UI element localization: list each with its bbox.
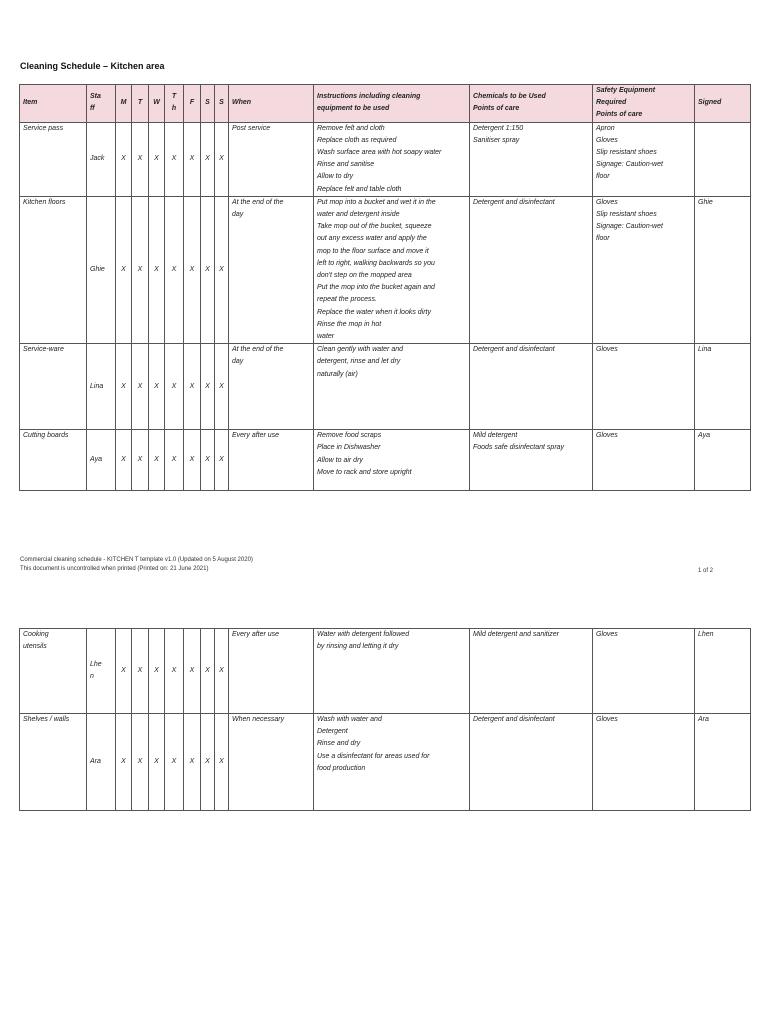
- cell-chemicals: Mild detergent and sanitizer: [470, 629, 593, 714]
- cell-signed: Lina: [695, 344, 751, 430]
- cell-signed: [695, 122, 751, 196]
- cleaning-schedule-table: [19, 84, 751, 491]
- cell-when: When necessary: [229, 714, 314, 811]
- cell-item: Service pass: [20, 122, 87, 196]
- header-wednesday: W: [149, 85, 165, 123]
- cell-item: Cutting boards: [20, 430, 87, 491]
- cell-chemicals: Detergent and disinfectant: [470, 714, 593, 811]
- cell-day-monday: X: [116, 430, 132, 491]
- cell-instructions: Remove food scraps Place in Dishwasher Allow to air dry Move to rack and store upright: [314, 430, 470, 491]
- header-staff: Sta ff: [87, 85, 116, 123]
- cell-staff: Jack: [87, 122, 116, 196]
- header-thursday: T h: [165, 85, 184, 123]
- cell-item: Cooking utensils: [20, 629, 87, 714]
- table-header-row: [20, 85, 751, 123]
- cell-day-friday: X: [184, 629, 201, 714]
- cell-day-monday: X: [116, 629, 132, 714]
- cell-when: At the end of the day: [229, 344, 314, 430]
- header-tuesday: T: [132, 85, 149, 123]
- cell-day-friday: X: [184, 714, 201, 811]
- cell-day-thursday: X: [165, 430, 184, 491]
- cell-day-saturday: X: [201, 196, 215, 343]
- cell-instructions: Water with detergent followed by rinsing and letting it dry: [314, 629, 470, 714]
- cell-day-sunday: X: [215, 344, 229, 430]
- cell-day-tuesday: X: [132, 629, 149, 714]
- header-chemicals: Chemicals to be Used Points of care: [470, 85, 593, 123]
- cell-day-sunday: X: [215, 629, 229, 714]
- cell-when: Every after use: [229, 629, 314, 714]
- cell-chemicals: Detergent and disinfectant: [470, 196, 593, 343]
- cell-instructions: Clean gently with water and detergent, rinse and let dry naturally (air): [314, 344, 470, 430]
- cell-day-monday: X: [116, 714, 132, 811]
- cell-day-saturday: X: [201, 122, 215, 196]
- cell-day-tuesday: X: [132, 344, 149, 430]
- cell-day-tuesday: X: [132, 714, 149, 811]
- header-safety: Safety Equipment Required Points of care: [593, 85, 695, 123]
- cell-day-tuesday: X: [132, 430, 149, 491]
- cell-day-sunday: X: [215, 196, 229, 343]
- cell-day-friday: X: [184, 430, 201, 491]
- footer-uncontrolled-note: This document is uncontrolled when printed (Printed on: 21 June 2021): [20, 566, 209, 572]
- cell-when: Every after use: [229, 430, 314, 491]
- cell-item: Shelves / walls: [20, 714, 87, 811]
- cell-chemicals: Detergent 1:150 Sanitiser spray: [470, 122, 593, 196]
- cell-day-monday: X: [116, 122, 132, 196]
- table-row: [20, 430, 751, 491]
- table-row: [20, 629, 751, 714]
- cell-signed: Ghie: [695, 196, 751, 343]
- header-sunday: S: [215, 85, 229, 123]
- cell-day-monday: X: [116, 196, 132, 343]
- cell-safety: Gloves: [593, 714, 695, 811]
- cleaning-schedule-table-continued: [19, 628, 751, 811]
- cell-safety: Apron Gloves Slip resistant shoes Signage: Caution-wet floor: [593, 122, 695, 196]
- table-row: [20, 196, 751, 343]
- cell-safety: Gloves: [593, 344, 695, 430]
- cell-day-tuesday: X: [132, 196, 149, 343]
- header-instructions: Instructions including cleaning equipment to be used: [314, 85, 470, 123]
- cell-staff: Lina: [87, 344, 116, 430]
- cell-day-thursday: X: [165, 714, 184, 811]
- cell-day-wednesday: X: [149, 196, 165, 343]
- cell-when: Post service: [229, 122, 314, 196]
- page-number: 1 of 2: [697, 568, 713, 574]
- cell-safety: Gloves: [593, 430, 695, 491]
- header-saturday: S: [201, 85, 215, 123]
- cell-day-friday: X: [184, 344, 201, 430]
- table-row: [20, 122, 751, 196]
- footer-template-info: Commercial cleaning schedule - KITCHEN T template v1.0 (Updated on 5 August 2020): [20, 557, 253, 563]
- header-friday: F: [184, 85, 201, 123]
- cell-day-sunday: X: [215, 430, 229, 491]
- cell-day-saturday: X: [201, 629, 215, 714]
- cell-day-tuesday: X: [132, 122, 149, 196]
- cell-signed: Ara: [695, 714, 751, 811]
- cell-day-wednesday: X: [149, 344, 165, 430]
- cell-day-wednesday: X: [149, 430, 165, 491]
- table-row: [20, 344, 751, 430]
- cell-staff: Ara: [87, 714, 116, 811]
- cell-safety: Gloves: [593, 629, 695, 714]
- cell-day-wednesday: X: [149, 122, 165, 196]
- cell-day-monday: X: [116, 344, 132, 430]
- cell-day-wednesday: X: [149, 629, 165, 714]
- document-footer: [20, 556, 750, 574]
- cell-safety: Gloves Slip resistant shoes Signage: Caution-wet floor: [593, 196, 695, 343]
- cell-day-thursday: X: [165, 196, 184, 343]
- cell-day-sunday: X: [215, 714, 229, 811]
- cell-day-friday: X: [184, 196, 201, 343]
- cell-instructions: Remove felt and cloth Replace cloth as required Wash surface area with hot soapy water Rinse and sanitise Allow to dry Replace felt and table cloth: [314, 122, 470, 196]
- table-row: [20, 714, 751, 811]
- header-monday: M: [116, 85, 132, 123]
- cell-day-sunday: X: [215, 122, 229, 196]
- cell-day-saturday: X: [201, 714, 215, 811]
- cell-chemicals: Detergent and disinfectant: [470, 344, 593, 430]
- cell-day-saturday: X: [201, 430, 215, 491]
- cell-item: Service-ware: [20, 344, 87, 430]
- cell-staff: Lhe n: [87, 629, 116, 714]
- header-when: When: [229, 85, 314, 123]
- header-item: Item: [20, 85, 87, 123]
- cell-when: At the end of the day: [229, 196, 314, 343]
- cell-instructions: Wash with water and Detergent Rinse and dry Use a disinfectant for areas used for food production: [314, 714, 470, 811]
- cell-day-thursday: X: [165, 122, 184, 196]
- cell-day-friday: X: [184, 122, 201, 196]
- cell-signed: Aya: [695, 430, 751, 491]
- cell-instructions: Put mop into a bucket and wet it in the water and detergent inside Take mop out of the bucket, squeeze out any excess water and apply the mop to the floor surface and move it left to right, walking backwards so you don't step on the mopped area Put the mop into the bucket again and repeat the process. Replace the water when it looks dirty Rinse the mop in hot water: [314, 196, 470, 343]
- header-signed: Signed: [695, 85, 751, 123]
- cell-staff: Ghie: [87, 196, 116, 343]
- cell-item: Kitchen floors: [20, 196, 87, 343]
- cell-day-thursday: X: [165, 629, 184, 714]
- document-title: Cleaning Schedule – Kitchen area: [20, 61, 165, 71]
- cell-day-saturday: X: [201, 344, 215, 430]
- cell-day-wednesday: X: [149, 714, 165, 811]
- cell-day-thursday: X: [165, 344, 184, 430]
- cell-staff: Aya: [87, 430, 116, 491]
- cell-chemicals: Mild detergent Foods safe disinfectant spray: [470, 430, 593, 491]
- cell-signed: Lhen: [695, 629, 751, 714]
